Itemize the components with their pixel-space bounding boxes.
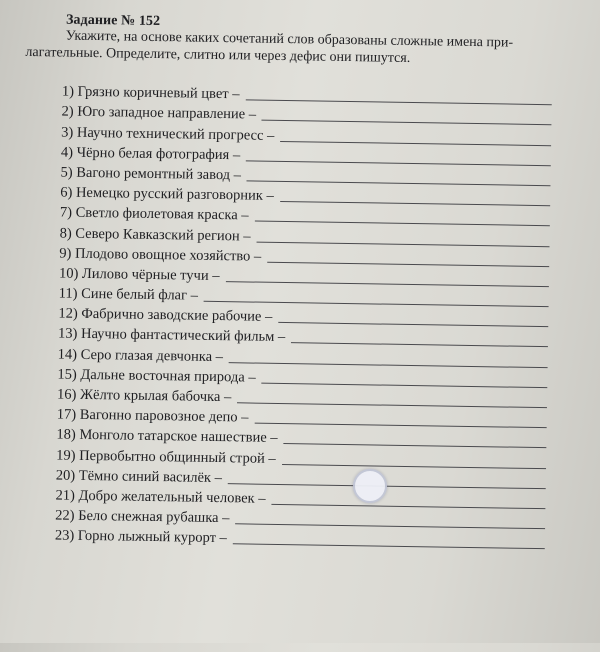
exercise-item-number: 4) <box>60 144 74 161</box>
exercise-item-number: 1) <box>61 83 75 100</box>
exercise-item-text: Горно лыжный курорт – <box>77 528 227 547</box>
exercise-item-number: 13) <box>57 325 78 343</box>
exercise-item-text: Серо глазая девчонка – <box>80 346 224 365</box>
exercise-item-number: 8) <box>59 224 72 242</box>
exercise-item-text: Научно технический прогресс – <box>76 124 275 144</box>
exercise-item-text: Фабрично заводские рабочие – <box>81 306 273 326</box>
exercise-item-number: 15) <box>57 366 77 383</box>
exercise-item-number: 14) <box>57 346 78 363</box>
exercise-item-number: 12) <box>58 305 78 323</box>
task-instruction-line-1: Укажите, на основе каких сочетаний слов образованы сложные имена при- <box>65 28 514 51</box>
exercise-item-number: 2) <box>61 103 74 121</box>
exercise-item-text: Светло фиолетовая краска – <box>75 205 249 224</box>
exercise-item-number: 7) <box>59 204 73 221</box>
exercise-item-number: 3) <box>61 124 74 141</box>
touch-cursor-indicator <box>353 469 387 503</box>
exercise-item-text: Вагоно ремонтный завод – <box>76 164 242 184</box>
exercise-item-text: Тёмно синий василёк – <box>78 467 223 486</box>
exercise-item-number: 9) <box>59 245 72 262</box>
exercise-item-number: 20) <box>55 467 76 484</box>
exercise-list <box>55 81 552 553</box>
exercise-item-number: 17) <box>56 406 77 423</box>
exercise-item-text: Чёрно белая фотография – <box>76 144 241 164</box>
exercise-item-number: 22) <box>55 507 75 524</box>
exercise-item-number: 16) <box>56 386 77 403</box>
exercise-item-text: Монголо татарское нашествие – <box>79 427 278 447</box>
exercise-item-text: Дальне восточная природа – <box>80 366 256 386</box>
exercise-item-number: 19) <box>56 447 76 464</box>
exercise-item-text: Научно фантастический фильм – <box>80 326 286 346</box>
exercise-item-text: Северо Кавказский регион – <box>75 225 251 244</box>
exercise-item-number: 5) <box>60 164 73 181</box>
exercise-item-text: Бело снежная рубашка – <box>78 507 230 527</box>
task-title: Задание № 152 <box>65 12 161 30</box>
exercise-item-text: Немецко русский разговорник – <box>75 184 274 204</box>
exercise-item-number: 11) <box>58 285 78 302</box>
exercise-item-number: 18) <box>56 426 76 444</box>
exercise-item-text: Добро желательный человек – <box>78 487 266 507</box>
exercise-item-number: 23) <box>54 527 75 545</box>
exercise-item-number: 6) <box>60 184 73 201</box>
exercise-item-text: Сине белый флаг – <box>81 285 199 304</box>
exercise-item-text: Лилово чёрные тучи – <box>81 265 220 284</box>
exercise-item-text: Вагонно паровозное депо – <box>79 407 249 426</box>
exercise-item-number: 21) <box>55 487 76 504</box>
exercise-item-number: 10) <box>58 265 79 282</box>
answer-blank-line <box>233 544 545 550</box>
exercise-item-text: Грязно коричневый цвет – <box>77 83 240 103</box>
exercise-item-text: Плодово овощное хозяйство – <box>74 245 262 265</box>
exercise-item-text: Жёлто крылая бабочка – <box>79 386 232 406</box>
task-instruction-line-2: лагательные. Определите, слитно или через дефис они пишутся. <box>25 44 411 66</box>
exercise-item-text: Первобытно общинный строй – <box>79 447 276 467</box>
exercise-item-text: Юго западное направление – <box>77 104 257 123</box>
